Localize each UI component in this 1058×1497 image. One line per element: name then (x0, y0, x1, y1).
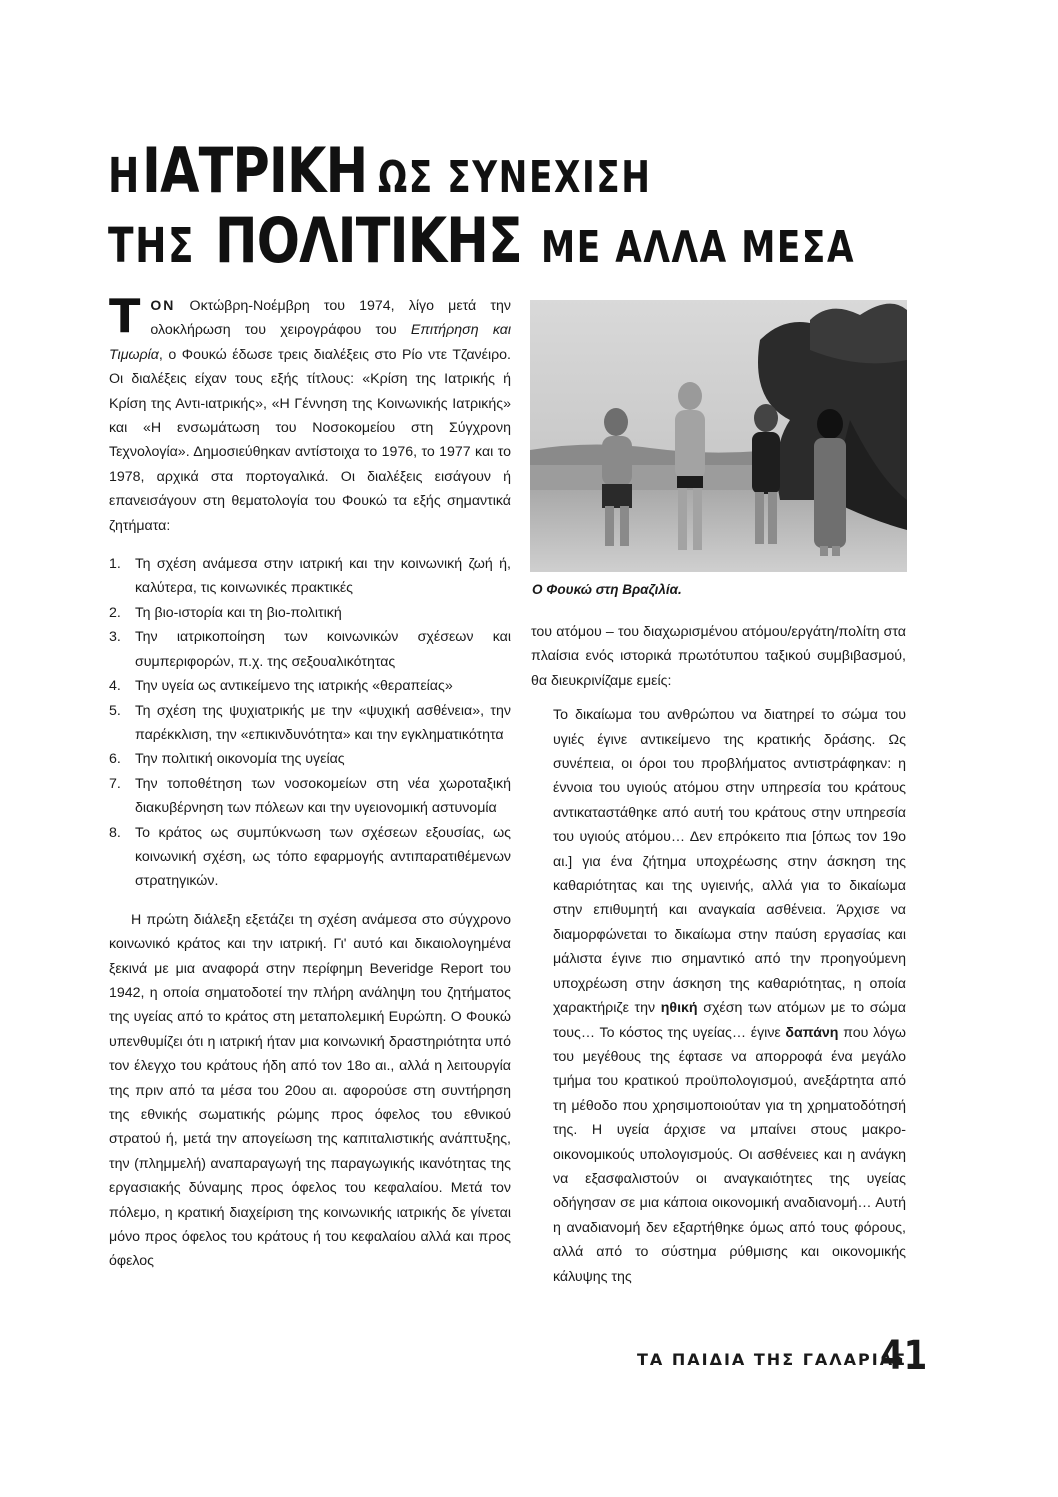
list-number: 7. (109, 775, 121, 792)
quote-emphasis: ηθική (660, 1000, 698, 1017)
list-item (109, 747, 511, 771)
list-item (109, 821, 511, 894)
list-number: 6. (109, 751, 121, 768)
title-word: ΤΗΣ (108, 218, 196, 274)
list-text: Τη βιο-ιστορία και τη βιο-πολιτική (135, 604, 342, 621)
title-word: Η (108, 148, 141, 204)
quote-text: που λόγω του μεγέθους της έφτασε να απορροφά ένα μεγάλο τμήμα του κρατικού προϋπολογισμού, ανεξάρτητα από τη μέθοδο που χρησιμοποιούταν για τη χρηματοδότησή της. Η υγεία άρχισε να μπαίνει στους μακρο-οικονομικούς υπολογισμούς. Οι ασθένειες και η ανάγκη να εξασφαλιστούν οι αναγκαιότητες της υγείας οδήγησαν σε μια κάποια οικονομική αναδιανομή… Αυτή η αναδιανομή δεν εξαρτήθηκε όμως από τους φόρους, αλλά από το σύστημα ρύθμισης και οικονομικής κάλυψης της (553, 1024, 906, 1285)
list-number: 4. (109, 678, 121, 695)
intro-text-rest: , ο Φουκώ έδωσε τρεις διαλέξεις στο Ρίο ντε Τζανέιρο. Οι διαλέξεις είχαν τους εξής τίτλους: «Κρίση της Ιατρικής ή Κρίση της Αντι-ιατρικής», «Η Γέννηση της Κοινωνικής Ιατρικής» και «Η ενσωμάτωση του Νοσοκομείου στη Σύγχρονη Τεχνολογία». Δημοσιεύθηκαν αντίστοιχα το 1976, το 1977 και το 1978, αρχικά στα πορτογαλικά. Οι διαλέξεις εισάγουν ή επανεισάγουν στη θεματολογία του Φουκώ τα εξής σημαντικά ζητήματα: (109, 346, 511, 534)
list-text: Την πολιτική οικονομία της υγείας (135, 751, 345, 768)
photo-caption: Ο Φουκώ στη Βραζιλία. (532, 582, 682, 597)
magazine-name: ΤΑ ΠΑΙΔΙΑ ΤΗΣ ΓΑΛΑΡΙΑΣ (637, 1350, 908, 1369)
list-text: Την ιατρικοποίηση των κοινωνικών σχέσεων και συμπεριφορών, π.χ. της σεξουαλικότητας (135, 629, 511, 670)
right-column (531, 620, 906, 1289)
page-number: 41 (880, 1333, 928, 1379)
title-line-2 (108, 204, 928, 280)
left-column (109, 289, 512, 1274)
title-word: ΠΟΛΙΤΙΚΗΣ (215, 204, 523, 277)
title-word: ΙΑΤΡΙΚΗ (141, 134, 368, 207)
list-item (109, 772, 511, 821)
list-item (109, 552, 511, 601)
quote-emphasis: δαπάνη (785, 1024, 839, 1041)
drop-cap: Τ (109, 289, 141, 343)
photo-illustration (530, 300, 907, 572)
lead-word: ΟΝ (150, 297, 176, 313)
list-number: 2. (109, 604, 121, 621)
list-number: 1. (109, 556, 121, 573)
list-text: Τη σχέση της ψυχιατρικής με την «ψυχική ασθένεια», την παρέκκλιση, την «επικινδυνότητα» και την εγκληματικότητα (135, 702, 511, 743)
quote-text: Το δικαίωμα του ανθρώπου να διατηρεί το σώμα του υγιές έγινε αντικείμενο της κρατικής δράσης. Ως συνέπεια, οι όροι του προβλήματος αντιστράφηκαν: η έννοια του υγιούς ατόμου στην υπηρεσία του κράτους αντικαταστάθηκε από αυτή του κράτους στην υπηρεσία του υγιούς ατόμου… Δεν επρόκειτο πια [όπως τον 19ο αι.] για ένα ζήτημα υποχρέωσης στην άσκηση της καθαριότητας και της υγιεινής, αλλά για το δικαίωμα στην επιθυμητή και αναγκαία ασθένεια. Άρχισε να διαμορφώνεται το δικαίωμα στην παύση εργασίας και μάλιστα έγινε πιο σημαντικό από την προηγούμενη υποχρέωση στην άσκηση της καθαριότητας, η οποία χαρακτήριζε την (553, 707, 906, 1017)
title-word: ΜΕ ΑΛΛΑ ΜΕΣΑ (541, 222, 856, 273)
list-number: 8. (109, 824, 121, 841)
list-number: 5. (109, 702, 121, 719)
topics-list (109, 552, 511, 894)
list-text: Το κράτος ως συμπύκνωση των σχέσεων εξουσίας, ως κοινωνική σχέση, ως τόπο εφαρμογής αντιπαρατιθέμενων στρατηγικών. (135, 824, 511, 890)
body-paragraph: Η πρώτη διάλεξη εξετάζει τη σχέση ανάμεσα στο σύγχρονο κοινωνικό κράτος και την ιατρική. Γι' αυτό και δικαιολογημένα ξεκινά με μια αναφορά στην περίφημη Beveridge Report του 1942, η οποία σηματοδοτεί την πλήρη ανάληψη του ζητήματος της υγείας από το κράτος στη μεταπολεμική Ευρώπη. Ο Φουκώ υπενθυμίζει ότι η ιατρική ήταν μια κοινωνική δραστηριότητα υπό τον έλεγχο του κράτους ήδη από τον 18ο αι., αλλά η λειτουργία της πριν από τα μέσα του 20ου αι. αφορούσε στη συντήρηση της εθνικής σωματικής ρώμης προς όφελος του εθνικού στρατού ή, μετά την απογείωση της καπιταλιστικής ανάπτυξης, την (πλημμελή) αναπαραγωγή της παραγωγικής ικανότητας της εργασιακής δύναμης προς όφελος του κεφαλαίου. Μετά τον πόλεμο, η κρατική διαχείριση της κοινωνικής ιατρικής δε γίνεται μόνο προς όφελος του κράτους ή του κεφαλαίου αλλά και προς όφελος (109, 911, 511, 1270)
intro-paragraph (109, 289, 512, 538)
intro-text: Οκτώβρη-Νοέμβρη του 1974, λίγο μετά την ολοκλήρωση του χειρογράφου του (150, 298, 511, 339)
list-text: Την υγεία ως αντικείμενο της ιατρικής «θεραπείας» (135, 678, 453, 695)
title-word: ΩΣ ΣΥΝΕΧΙΣΗ (378, 152, 652, 203)
list-item (109, 674, 511, 698)
list-number: 3. (109, 629, 121, 646)
body-paragraph: του ατόμου – του διαχωρισμένου ατόμου/εργάτη/πολίτη στα πλαίσια ενός ιστορικά πρωτότυπου ταξικού συμβιβασμού, θα διευκρινίζαμε εμείς: (531, 624, 906, 689)
beach-photo (530, 300, 907, 572)
book-title: Επιτήρηση και Τιμωρία (109, 322, 512, 363)
article-title (108, 134, 928, 280)
title-line-1 (108, 134, 928, 207)
list-item (109, 601, 511, 625)
list-item (109, 625, 511, 674)
quote-text: σχέση των ατόμων με το σώμα τους… Το κόστος της υγείας… έγινε (553, 1000, 906, 1041)
list-item (109, 699, 511, 748)
block-quote (531, 703, 906, 1289)
list-text: Την τοποθέτηση των νοσοκομείων στη νέα χωροταξική διακυβέρνηση των πόλεων και την υγειονομική αστυνομία (135, 775, 511, 817)
list-text: Τη σχέση ανάμεσα στην ιατρική και την κοινωνική ζωή ή, καλύτερα, τις κοινωνικές πρακτικές (135, 556, 511, 597)
